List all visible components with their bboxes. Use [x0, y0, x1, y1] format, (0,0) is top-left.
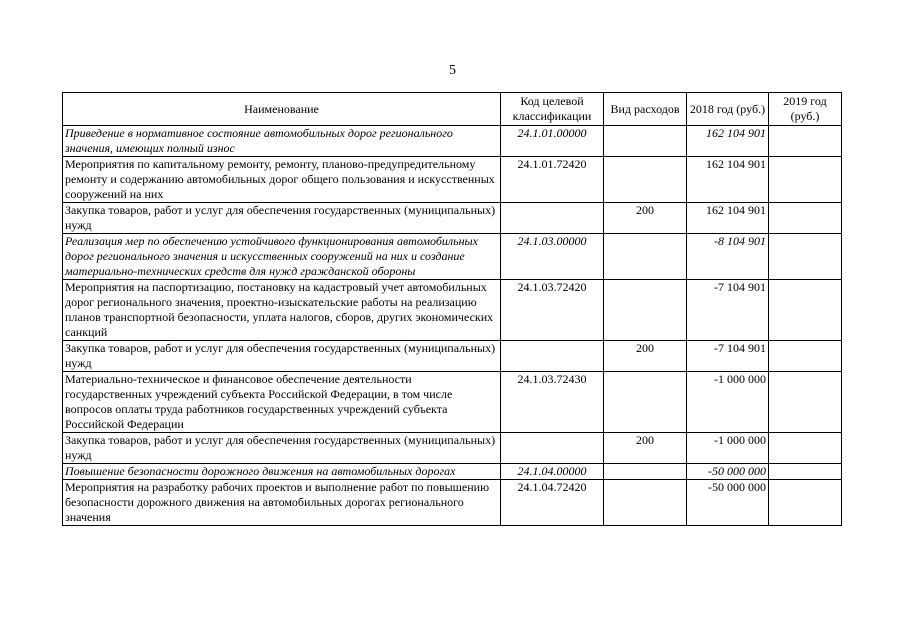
header-kind: Вид расходов — [604, 93, 687, 126]
table-row — [63, 280, 842, 341]
table-row — [63, 234, 842, 280]
header-year-2019: 2019 год (руб.) — [769, 93, 842, 126]
cell-year-2019 — [769, 126, 842, 157]
cell-name: Мероприятия на паспортизацию, постановку на кадастровый учет автомобильных дорог регионального значения, проектно-изыскательские работы на реализацию планов транспортной безопасности, уплата налогов, сборов, других экономических санкций — [63, 280, 501, 341]
table-row — [63, 157, 842, 203]
cell-year-2019 — [769, 464, 842, 480]
cell-name: Повышение безопасности дорожного движения на автомобильных дорогах — [63, 464, 501, 480]
cell-code: 24.1.03.72430 — [501, 372, 604, 433]
cell-kind: 200 — [604, 203, 687, 234]
cell-year-2018: -50 000 000 — [687, 480, 769, 526]
cell-name: Приведение в нормативное состояние автомобильных дорог регионального значения, имеющих полный износ — [63, 126, 501, 157]
cell-kind — [604, 234, 687, 280]
cell-code: 24.1.03.00000 — [501, 234, 604, 280]
cell-year-2019 — [769, 372, 842, 433]
cell-code — [501, 341, 604, 372]
cell-kind — [604, 157, 687, 203]
cell-year-2019 — [769, 341, 842, 372]
cell-year-2019 — [769, 480, 842, 526]
header-year-2018: 2018 год (руб.) — [687, 93, 769, 126]
cell-year-2018: -1 000 000 — [687, 433, 769, 464]
cell-name: Закупка товаров, работ и услуг для обеспечения государственных (муниципальных) нужд — [63, 203, 501, 234]
cell-year-2018: -7 104 901 — [687, 341, 769, 372]
cell-year-2018: -1 000 000 — [687, 372, 769, 433]
budget-table — [62, 92, 842, 526]
cell-year-2018: 162 104 901 — [687, 157, 769, 203]
cell-kind — [604, 480, 687, 526]
cell-year-2018: -7 104 901 — [687, 280, 769, 341]
cell-name: Реализация мер по обеспечению устойчивого функционирования автомобильных дорог регионального значения и искусственных сооружений на них и создание материально-технических средств для нужд гражданской обороны — [63, 234, 501, 280]
table-row — [63, 126, 842, 157]
header-name: Наименование — [63, 93, 501, 126]
cell-kind — [604, 372, 687, 433]
cell-code: 24.1.01.00000 — [501, 126, 604, 157]
cell-year-2018: 162 104 901 — [687, 203, 769, 234]
cell-name: Мероприятия по капитальному ремонту, ремонту, планово-предупредительному ремонту и содержанию автомобильных дорог общего пользования и искусственных сооружений на них — [63, 157, 501, 203]
cell-name: Закупка товаров, работ и услуг для обеспечения государственных (муниципальных) нужд — [63, 341, 501, 372]
cell-year-2019 — [769, 234, 842, 280]
cell-year-2019 — [769, 203, 842, 234]
cell-code — [501, 433, 604, 464]
cell-code — [501, 203, 604, 234]
cell-code: 24.1.04.00000 — [501, 464, 604, 480]
cell-year-2019 — [769, 157, 842, 203]
table-body — [63, 126, 842, 526]
header-code: Код целевой классификации — [501, 93, 604, 126]
cell-kind — [604, 464, 687, 480]
cell-year-2018: -8 104 901 — [687, 234, 769, 280]
cell-name: Закупка товаров, работ и услуг для обеспечения государственных (муниципальных) нужд — [63, 433, 501, 464]
cell-year-2019 — [769, 280, 842, 341]
table-row — [63, 480, 842, 526]
cell-kind: 200 — [604, 433, 687, 464]
table-row — [63, 464, 842, 480]
cell-year-2018: -50 000 000 — [687, 464, 769, 480]
cell-code: 24.1.04.72420 — [501, 480, 604, 526]
cell-kind — [604, 280, 687, 341]
cell-name: Мероприятия на разработку рабочих проектов и выполнение работ по повышению безопасности дорожного движения на автомобильных дорогах регионального значения — [63, 480, 501, 526]
cell-kind — [604, 126, 687, 157]
cell-year-2018: 162 104 901 — [687, 126, 769, 157]
cell-year-2019 — [769, 433, 842, 464]
cell-code: 24.1.03.72420 — [501, 280, 604, 341]
cell-kind: 200 — [604, 341, 687, 372]
table-header-row — [63, 93, 842, 126]
table-row — [63, 433, 842, 464]
cell-code: 24.1.01.72420 — [501, 157, 604, 203]
table-row — [63, 203, 842, 234]
table-row — [63, 341, 842, 372]
table-row — [63, 372, 842, 433]
page-number: 5 — [449, 63, 456, 78]
cell-name: Материально-техническое и финансовое обеспечение деятельности государственных учреждений субъекта Российской Федерации, в том числе вопросов оплаты труда работников государственных учреждений субъекта Российской Федерации — [63, 372, 501, 433]
